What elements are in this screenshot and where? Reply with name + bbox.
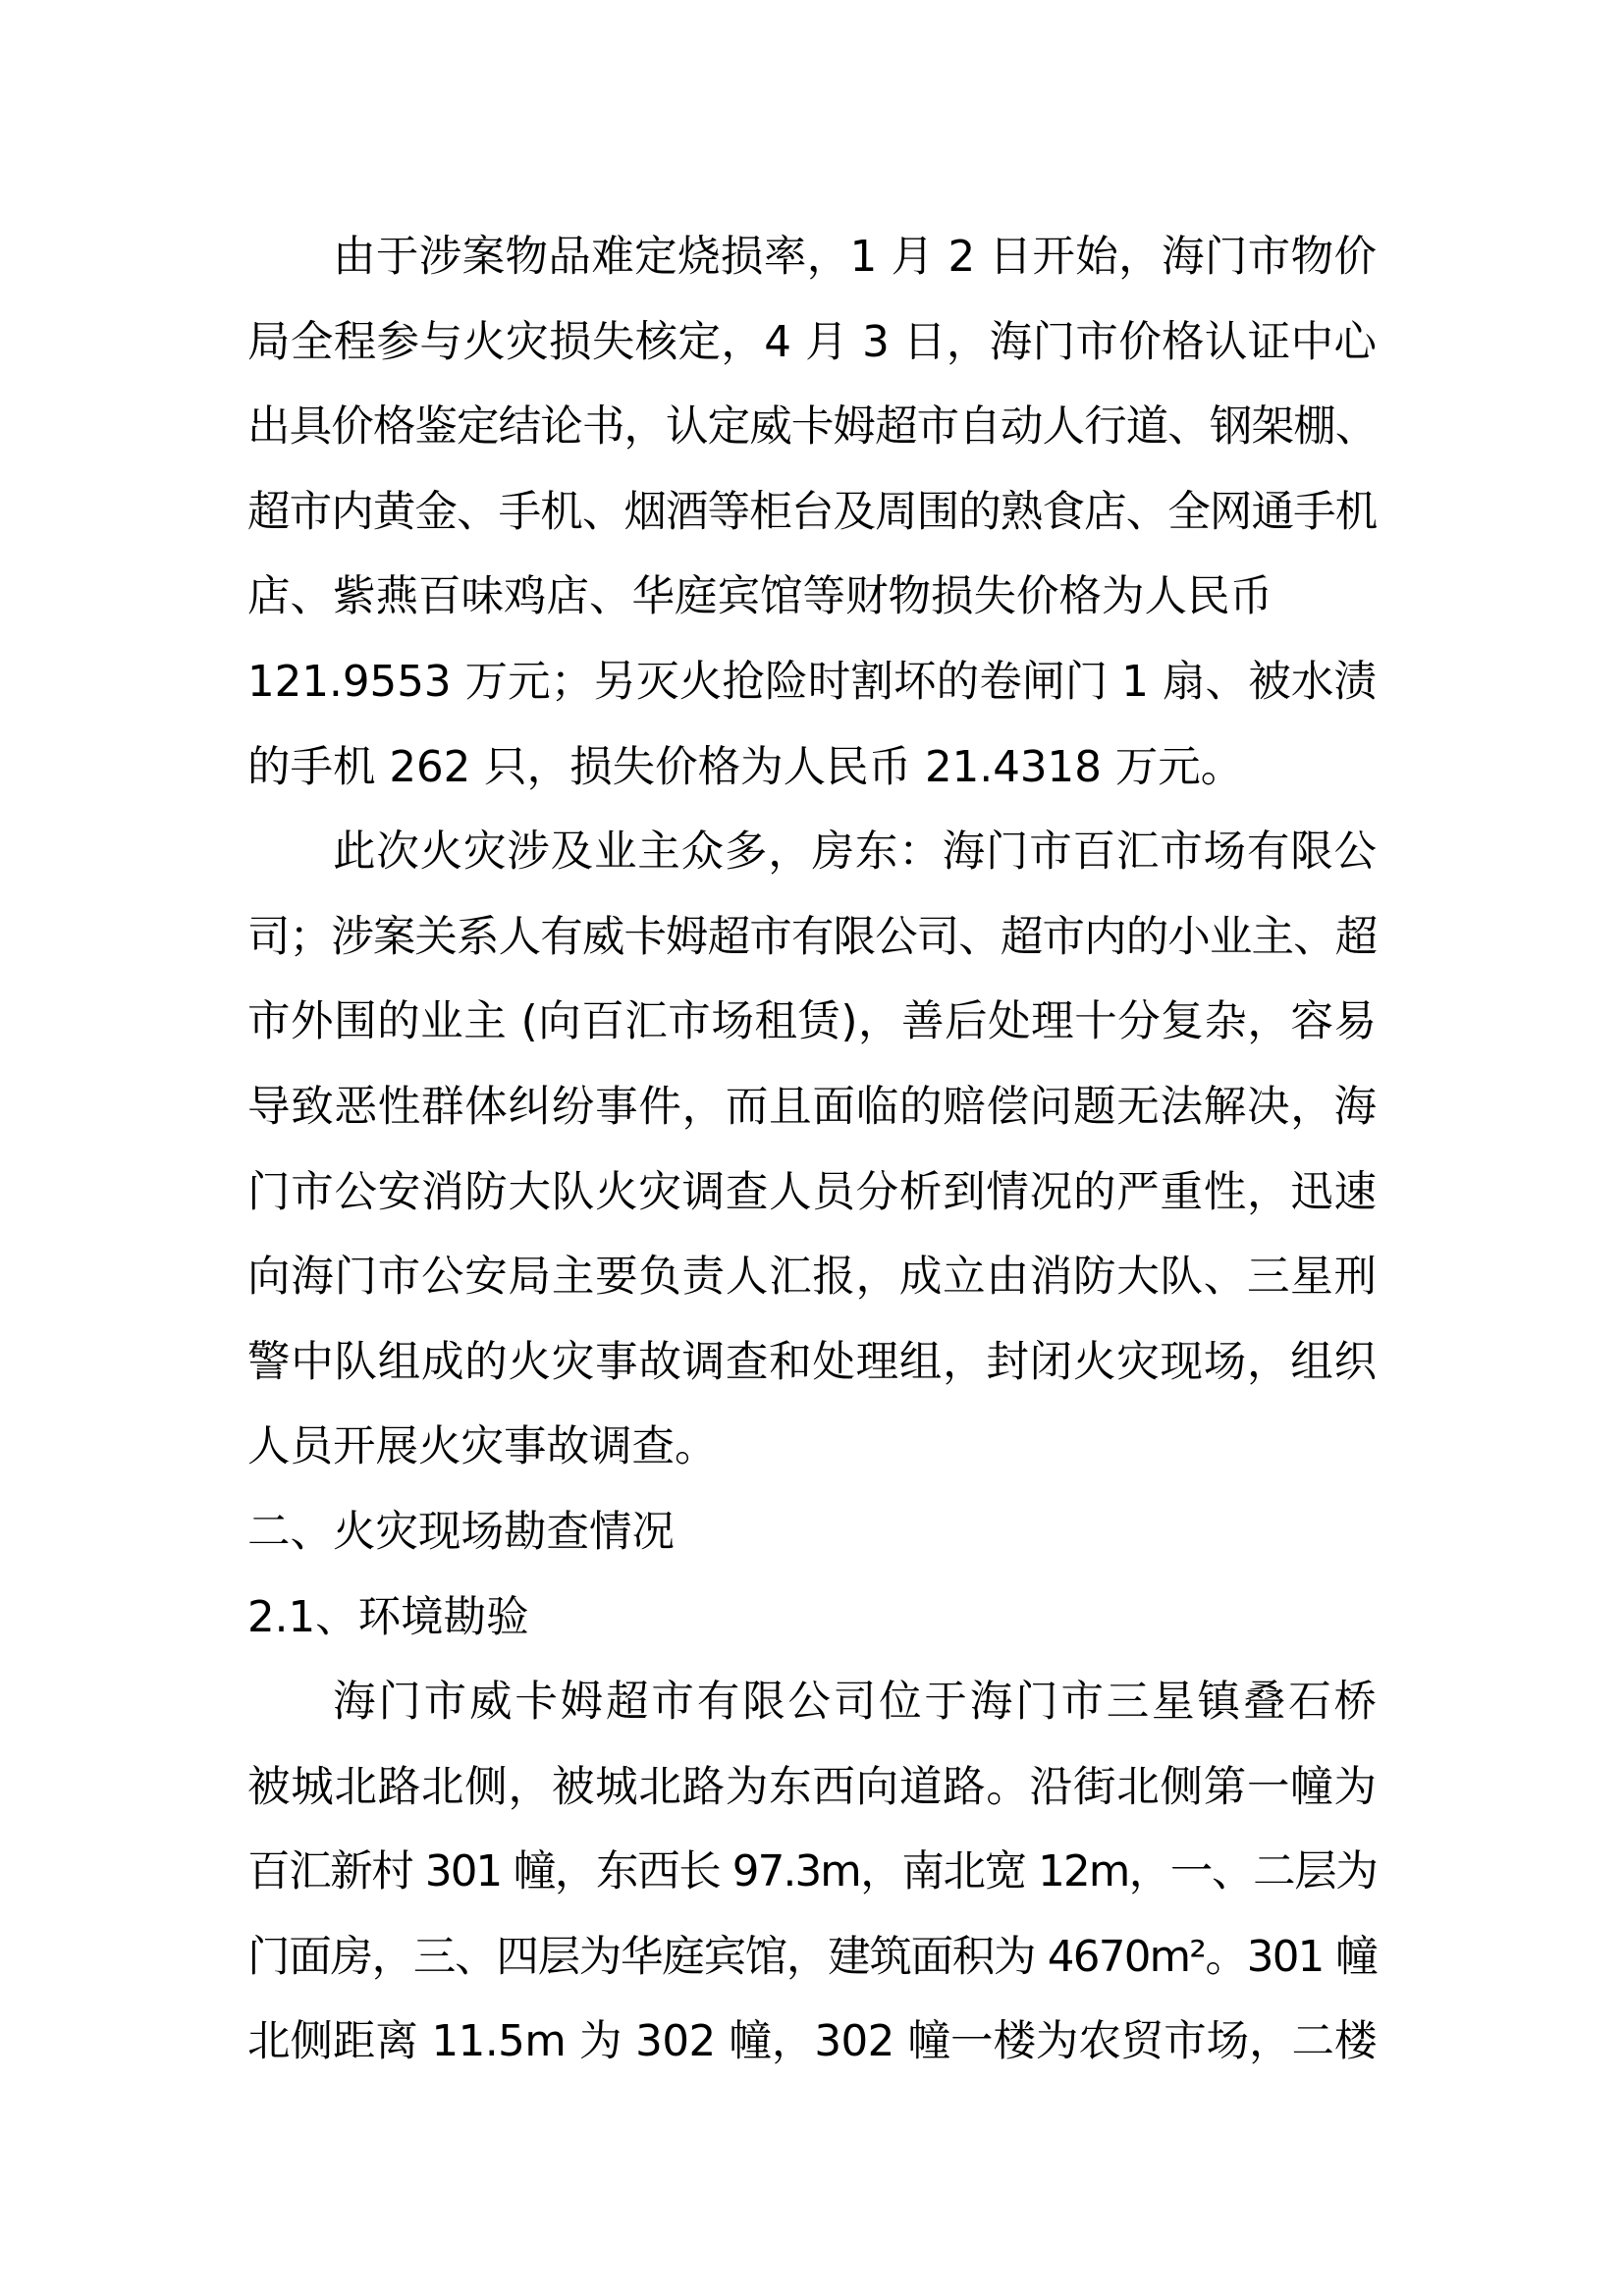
text-line: 此次火灾涉及业主众多，房东：海门市百汇市场有限公 bbox=[333, 828, 1377, 878]
text-line: 被城北路北侧，被城北路为东西向道路。沿街北侧第一幢为 bbox=[247, 1762, 1377, 1812]
text-line: 局全程参与火灾损失核定，4 月 3 日，海门市价格认证中心 bbox=[247, 317, 1377, 367]
text-line: 的手机 262 只，损失价格为人民币 21.4318 万元。 bbox=[247, 742, 1244, 792]
text-line: 海门市威卡姆超市有限公司位于海门市三星镇叠石桥 bbox=[333, 1678, 1377, 1728]
text-line: 百汇新村 301 幢，东西长 97.3m，南北宽 12m，一、二层为 bbox=[247, 1847, 1377, 1897]
subsection-heading: 2.1、环境勘验 bbox=[247, 1592, 529, 1642]
section-heading: 二、火灾现场勘查情况 bbox=[247, 1507, 675, 1557]
text-line: 超市内黄金、手机、烟酒等柜台及周围的熟食店、全网通手机 bbox=[247, 487, 1377, 537]
text-line: 市外围的业主 (向百汇市场租赁)，善后处理十分复杂，容易 bbox=[247, 997, 1377, 1047]
paragraph-stakeholders bbox=[247, 810, 1377, 1490]
text-line: 司；涉案关系人有威卡姆超市有限公司、超市内的小业主、超 bbox=[247, 912, 1377, 962]
text-line: 北侧距离 11.5m 为 302 幢，302 幢一楼为农贸市场，二楼 bbox=[247, 2017, 1377, 2067]
text-line: 门市公安消防大队火灾调查人员分析到情况的严重性，迅速 bbox=[247, 1167, 1377, 1217]
text-line: 人员开展火灾事故调查。 bbox=[247, 1422, 718, 1472]
text-line: 由于涉案物品难定烧损率，1 月 2 日开始，海门市物价 bbox=[333, 233, 1377, 282]
text-line: 121.9553 万元；另灭火抢险时割坏的卷闸门 1 扇、被水渍 bbox=[247, 657, 1377, 707]
text-line: 门面房，三、四层为华庭宾馆，建筑面积为 4670m²。301 幢 bbox=[247, 1932, 1377, 1982]
text-line: 警中队组成的火灾事故调查和处理组，封闭火灾现场，组织 bbox=[247, 1337, 1377, 1387]
document-page bbox=[247, 215, 1377, 2085]
paragraph-loss-valuation bbox=[247, 215, 1377, 810]
text-line: 导致恶性群体纠纷事件，而且面临的赔偿问题无法解决，海 bbox=[247, 1082, 1377, 1132]
text-line: 店、紫燕百味鸡店、华庭宾馆等财物损失价格为人民币 bbox=[247, 572, 1272, 622]
text-line: 向海门市公安局主要负责人汇报，成立由消防大队、三星刑 bbox=[247, 1253, 1377, 1303]
paragraph-environment-survey bbox=[247, 1660, 1377, 2085]
text-line: 出具价格鉴定结论书，认定威卡姆超市自动人行道、钢架棚、 bbox=[247, 402, 1377, 453]
